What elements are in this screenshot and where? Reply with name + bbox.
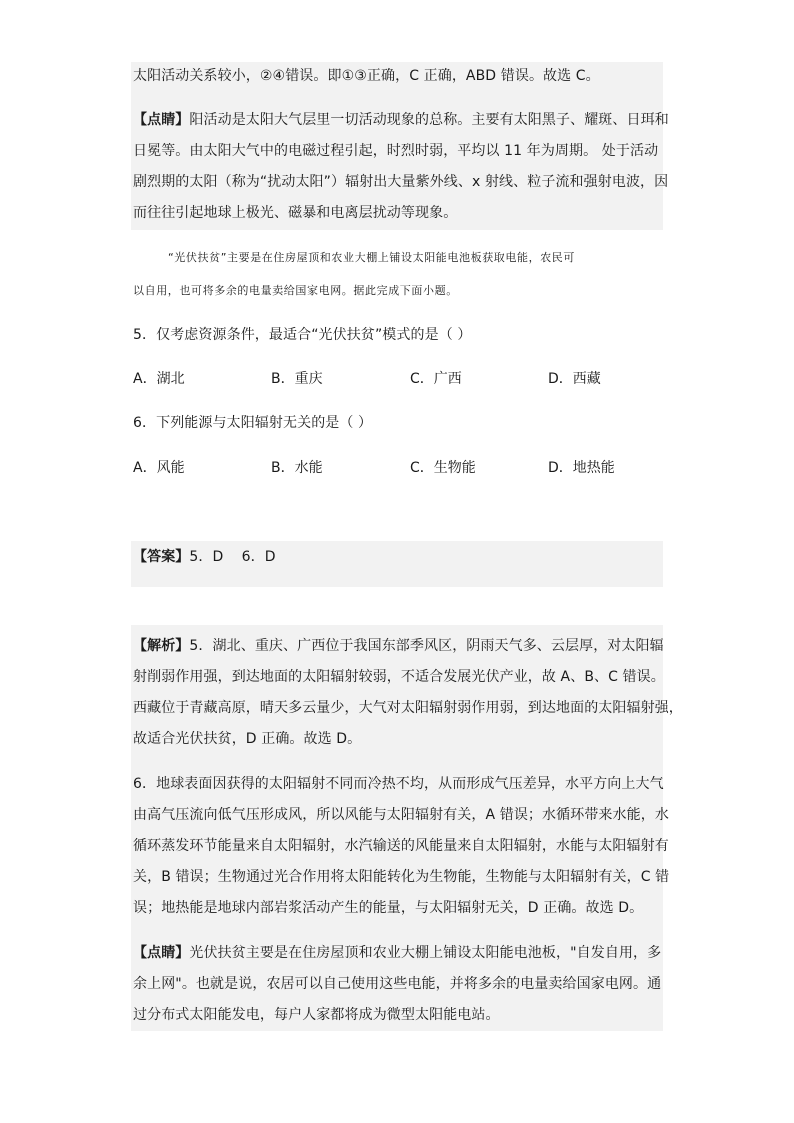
q6-option-c[interactable]: C．生物能	[410, 460, 476, 476]
tip2-line: 余上网"。也就是说，农居可以自己使用这些电能，并将多余的电量卖给国家电网。通	[133, 976, 662, 992]
analysis-line: 误；地热能是地球内部岩浆活动产生的能量，与太阳辐射无关，D 正确。故选 D。	[133, 900, 644, 916]
tip-paragraph-line: 剧烈期的太阳（称为“扰动太阳”）辐射出大量紫外线、x 射线、粒子流和强射电波，因	[133, 174, 669, 190]
analysis-line: 由高气压流向低气压形成风，所以风能与太阳辐射有关，A 错误；水循环带来水能，水	[133, 807, 669, 823]
analysis-line: 西藏位于青藏高原，晴天多云量少，大气对太阳辐射弱作用弱，到达地面的太阳辐射强，	[133, 700, 683, 716]
answer-label: 【答案】	[133, 549, 190, 565]
analysis-line: 6．地球表面因获得的太阳辐射不同而冷热不均，从而形成气压差异，水平方向上大气	[133, 776, 664, 792]
intro-line: “光伏扶贫”主要是在住房屋顶和农业大棚上铺设太阳能电池板获取电能，农民可	[168, 251, 575, 264]
tip2-line: 过分布式太阳能发电，每户人家都将成为微型太阳能电站。	[133, 1007, 500, 1023]
q5-option-b[interactable]: B．重庆	[271, 371, 323, 387]
tip-label: 【点睛】	[133, 112, 190, 128]
analysis-line: 射削弱作用强，到达地面的太阳辐射较弱，不适合发展光伏产业，故 A、B、C 错误。	[133, 669, 665, 685]
tip2-line: 【点睛】光伏扶贫主要是在住房屋顶和农业大棚上铺设太阳能电池板，"自发自用，多	[133, 945, 662, 961]
tip2-label: 【点睛】	[133, 945, 190, 961]
q6-option-b[interactable]: B．水能	[271, 460, 323, 476]
answer-line	[133, 547, 663, 567]
analysis-line: 关，B 错误；生物通过光合作用将太阳能转化为生物能，生物能与太阳辐射有关，C 错	[133, 869, 670, 885]
q6-option-a[interactable]: A．风能	[133, 460, 185, 476]
prev-answer-line: 太阳活动关系较小，②④错误。即①③正确，C 正确，ABD 错误。故选 C。	[133, 68, 600, 84]
question-5-stem: 5．仅考虑资源条件，最适合“光伏扶贫”模式的是（ ）	[133, 327, 472, 343]
analysis-label: 【解析】	[133, 638, 190, 654]
tip-paragraph-line: 【点睛】阳活动是太阳大气层里一切活动现象的总称。主要有太阳黑子、耀斑、日珥和	[133, 112, 669, 128]
q5-option-c[interactable]: C．广西	[410, 371, 462, 387]
q5-option-d[interactable]: D．西藏	[548, 371, 601, 387]
answer-text: 5．D 6．D	[189, 549, 276, 565]
tip-paragraph-line: 日冕等。由太阳大气中的电磁过程引起，时烈时弱，平均以 11 年为周期。 处于活动	[133, 143, 659, 159]
q6-option-d[interactable]: D．地热能	[548, 460, 615, 476]
analysis-line: 【解析】5．湖北、重庆、广西位于我国东部季风区，阴雨天气多、云层厚，对太阳辐	[133, 638, 664, 654]
question-6-stem: 6．下列能源与太阳辐射无关的是（ ）	[133, 415, 373, 431]
analysis-line: 循环蒸发环节能量来自太阳辐射，水汽输送的风能量来自太阳辐射，水能与太阳辐射有	[133, 838, 669, 854]
intro-line: 以自用，也可将多余的电量卖给国家电网。据此完成下面小题。	[133, 284, 458, 297]
tip-paragraph-line: 而往往引起地球上极光、磁暴和电离层扰动等现象。	[133, 205, 458, 221]
analysis-line: 故适合光伏扶贫，D 正确。故选 D。	[133, 731, 362, 747]
q5-option-a[interactable]: A．湖北	[133, 371, 185, 387]
